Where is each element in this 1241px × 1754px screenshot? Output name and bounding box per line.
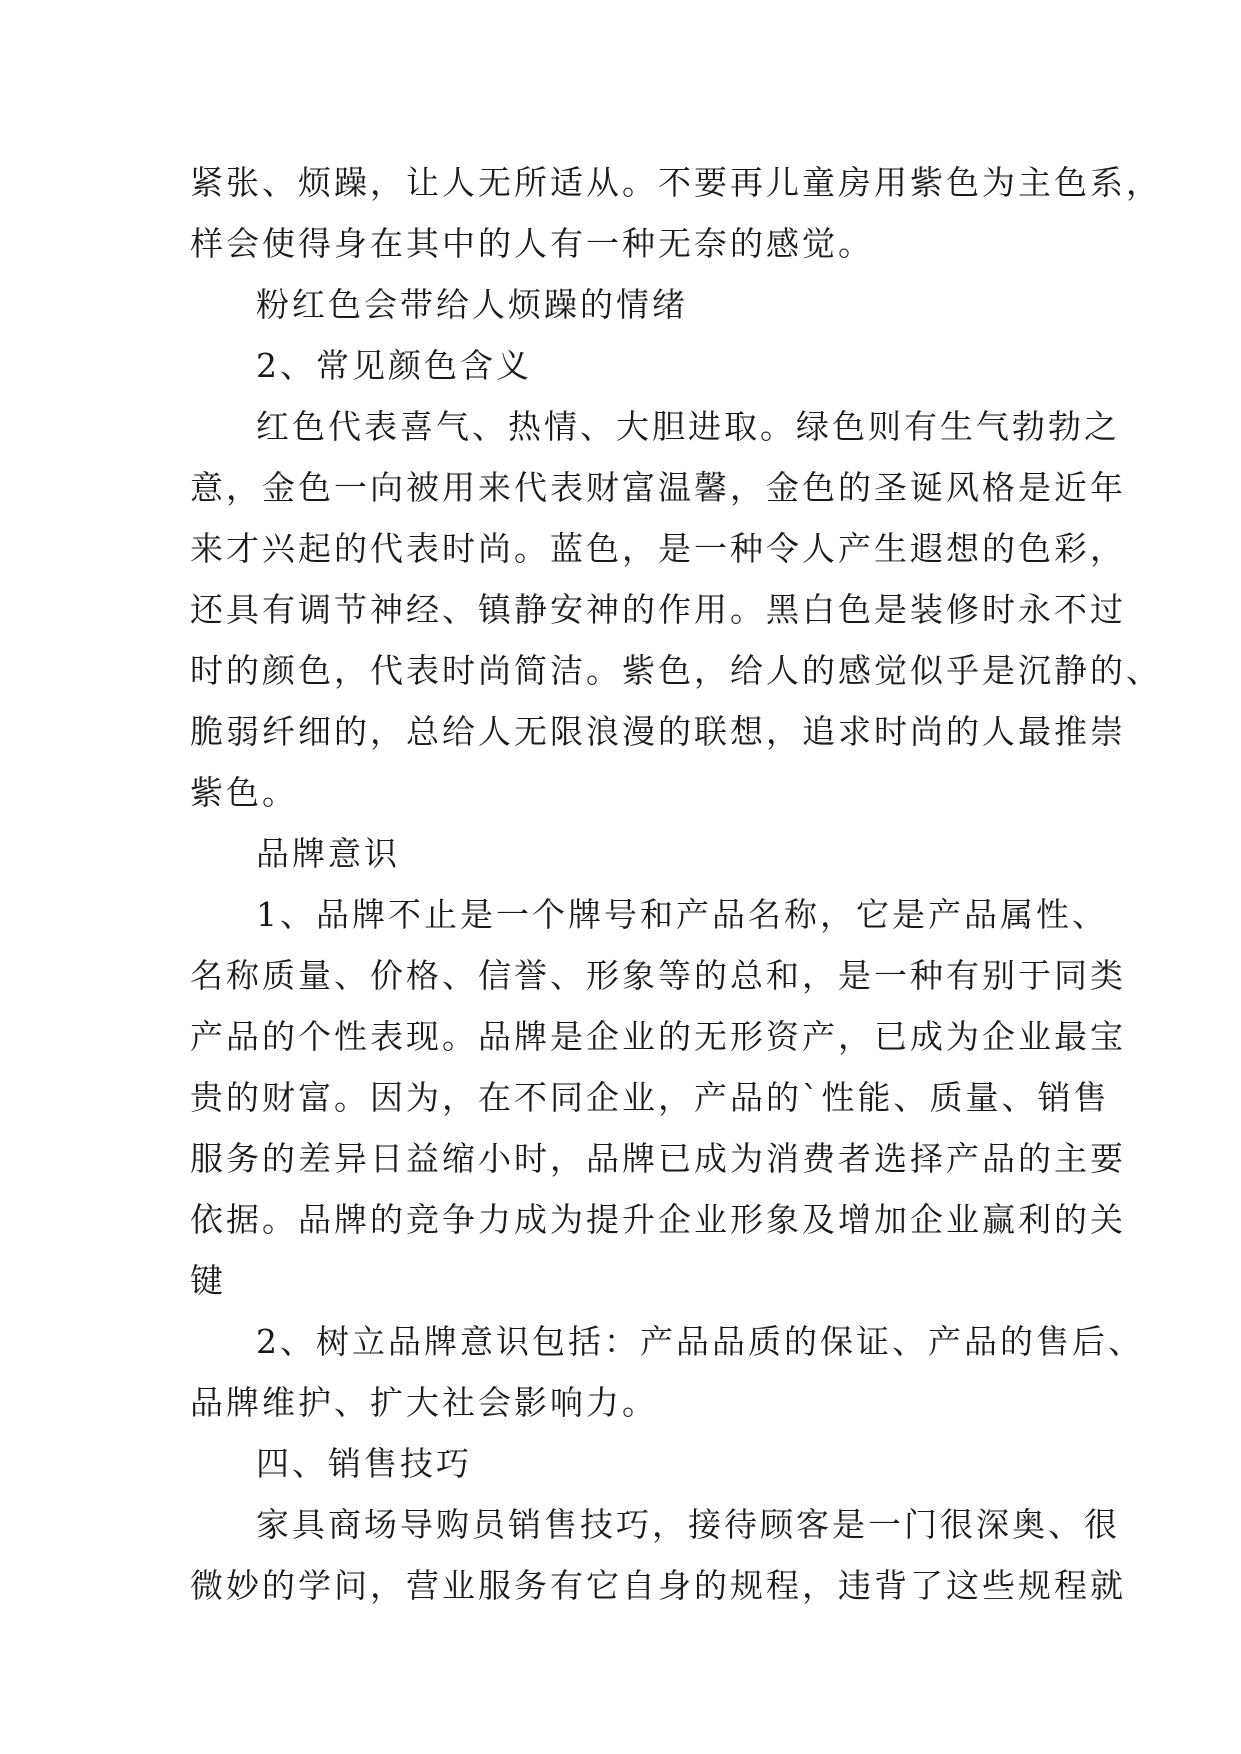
section-heading-brand-awareness bbox=[190, 823, 1060, 884]
text-line: 键 bbox=[190, 1261, 226, 1300]
section-heading-sales-skills bbox=[190, 1433, 1060, 1494]
heading-text: 四、销售技巧 bbox=[256, 1444, 472, 1483]
text-line: 产品的个性表现。品牌是企业的无形资产，已成为企业最宝 bbox=[190, 1017, 1126, 1056]
text-line: 名称质量、价格、信誉、形象等的总和，是一种有别于同类 bbox=[190, 956, 1126, 995]
paragraph-pink-effect bbox=[190, 274, 1060, 335]
paragraph-brand-definition bbox=[190, 884, 1126, 1311]
text-line: 品牌维护、扩大社会影响力。 bbox=[190, 1383, 658, 1422]
text-line: 1、品牌不止是一个牌号和产品名称，它是产品属性、 bbox=[256, 895, 1108, 934]
paragraph-purple-effect-end bbox=[190, 152, 1162, 274]
text-line: 脆弱纤细的，总给人无限浪漫的联想，追求时尚的人最推崇 bbox=[190, 712, 1126, 751]
text-line: 来才兴起的代表时尚。蓝色，是一种令人产生遐想的色彩， bbox=[190, 529, 1126, 568]
text-line: 贵的财富。因为，在不同企业，产品的`性能、质量、销售 bbox=[190, 1078, 1110, 1117]
text-line: 家具商场导购员销售技巧，接待顾客是一门很深奥、很 bbox=[256, 1505, 1120, 1544]
text-line: 红色代表喜气、热情、大胆进取。绿色则有生气勃勃之 bbox=[256, 407, 1120, 446]
heading-text: 2、常见颜色含义 bbox=[256, 346, 532, 385]
text-line: 还具有调节神经、镇静安神的作用。黑白色是装修时永不过 bbox=[190, 590, 1126, 629]
text-line: 2、树立品牌意识包括：产品品质的保证、产品的售后、 bbox=[256, 1322, 1144, 1361]
paragraph-color-meanings bbox=[190, 396, 1162, 823]
text-line: 样会使得身在其中的人有一种无奈的感觉。 bbox=[190, 224, 874, 263]
text-line: 粉红色会带给人烦躁的情绪 bbox=[256, 285, 688, 324]
text-line: 微妙的学问，营业服务有它自身的规程，违背了这些规程就 bbox=[190, 1566, 1126, 1605]
paragraph-sales-skills bbox=[190, 1494, 1126, 1616]
text-line: 依据。品牌的竞争力成为提升企业形象及增加企业赢利的关 bbox=[190, 1200, 1126, 1239]
text-line: 服务的差异日益缩小时，品牌已成为消费者选择产品的主要 bbox=[190, 1139, 1126, 1178]
document-page bbox=[190, 152, 1162, 1616]
heading-text: 品牌意识 bbox=[256, 834, 400, 873]
text-line: 紧张、烦躁，让人无所适从。不要再儿童房用紫色为主色系， bbox=[190, 163, 1162, 202]
text-line: 意，金色一向被用来代表财富温馨，金色的圣诞风格是近年 bbox=[190, 468, 1126, 507]
section-heading-color-meanings bbox=[190, 335, 1060, 396]
text-line: 紫色。 bbox=[190, 773, 298, 812]
paragraph-brand-awareness-items bbox=[190, 1311, 1144, 1433]
text-line: 时的颜色，代表时尚简洁。紫色，给人的感觉似乎是沉静的、 bbox=[190, 651, 1162, 690]
